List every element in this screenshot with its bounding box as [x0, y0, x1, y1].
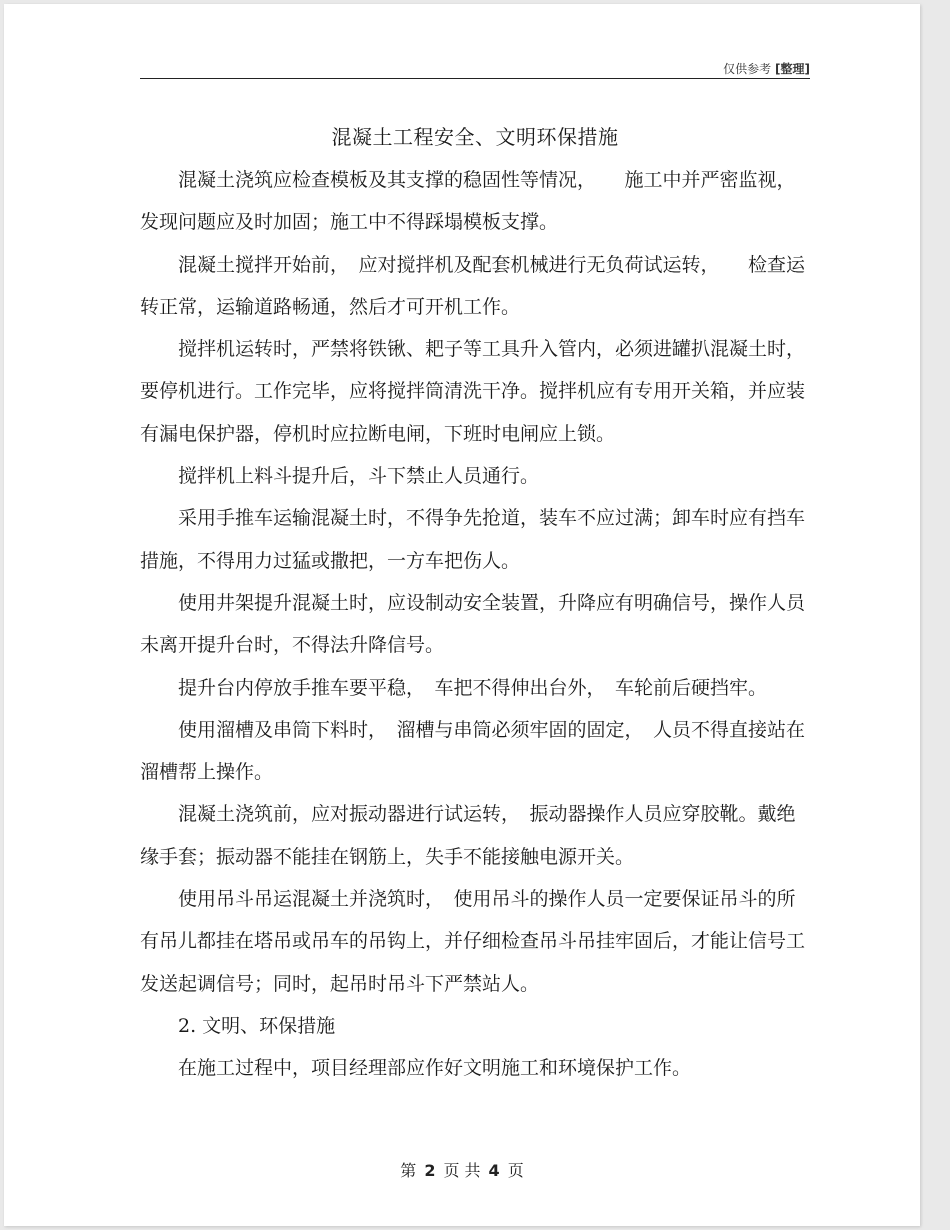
page-footer: [4, 1158, 920, 1181]
paragraph: 提升台内停放手推车要平稳， 车把不得伸出台外， 车轮前后硬挡牢。: [178, 676, 768, 699]
page-number-current: 2: [424, 1161, 436, 1180]
document-page: [4, 4, 920, 1226]
paragraph: 搅拌机上料斗提升后，斗下禁止人员通行。: [178, 465, 540, 488]
footer-suffix: 页: [507, 1161, 524, 1180]
paragraph: 混凝土浇筑前，应对振动器进行试运转， 振动器操作人员应穿胶靴。戴绝缘手套；振动器不能挂在钢筋上，失手不能接触电源开关。: [140, 803, 796, 868]
paragraph: 采用手推车运输混凝土时，不得争先抢道，装车不应过满；卸车时应有挡车措施，不得用力过猛或撒把，一方车把伤人。: [140, 507, 806, 572]
section-heading: 2. 文明、环保措施: [178, 1014, 336, 1037]
paragraph: 使用井架提升混凝土时，应设制动安全装置，升降应有明确信号，操作人员未离开提升台时，不得法升降信号。: [140, 591, 806, 657]
paragraph: 搅拌机运转时，严禁将铁锹、耙子等工具升入管内，必须进罐扒混凝土时，要停机进行。工作完毕，应将搅拌筒清洗干净。搅拌机应有专用开关箱，并应装有漏电保护器，停机时应拉断电闸，下班时电闸应上锁。: [140, 338, 806, 445]
footer-mid: 页 共: [443, 1161, 481, 1180]
paragraph: 在施工过程中，项目经理部应作好文明施工和环境保护工作。: [178, 1057, 692, 1080]
footer-prefix: 第: [400, 1161, 417, 1180]
document-body: [140, 159, 812, 1090]
header-tag: [整理]: [775, 62, 810, 76]
paragraph: 使用溜槽及串筒下料时， 溜槽与串筒必须牢固的固定， 人员不得直接站在溜槽帮上操作。: [140, 718, 806, 784]
page-number-total: 4: [488, 1161, 500, 1180]
paragraph: 使用吊斗吊运混凝土并浇筑时， 使用吊斗的操作人员一定要保证吊斗的所有吊儿都挂在塔吊或吊车的吊钩上，并仔细检查吊斗吊挂牢固后，才能让信号工发送起调信号；同时，起吊时吊斗下严禁站人。: [140, 888, 806, 995]
document-title: 混凝土工程安全、文明环保措施: [331, 125, 619, 149]
paragraph: 混凝土浇筑应检查模板及其支撑的稳固性等情况， 施工中并严密监视，发现问题应及时加固；施工中不得踩塌模板支撑。: [140, 169, 796, 234]
header-text: 仅供参考: [723, 62, 772, 76]
paragraph: 混凝土搅拌开始前， 应对搅拌机及配套机械进行无负荷试运转， 检查运转正常，运输道路畅通，然后才可开机工作。: [140, 253, 806, 318]
page-header: [723, 60, 810, 77]
header-divider: [140, 78, 810, 79]
